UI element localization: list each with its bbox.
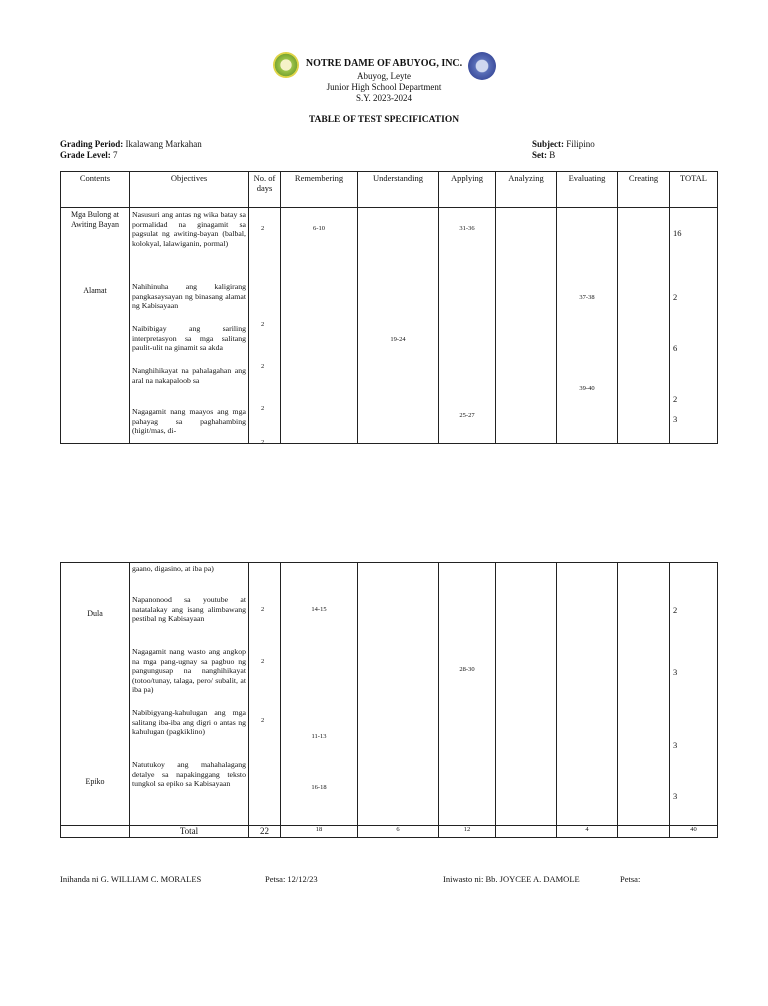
table-row	[61, 208, 718, 444]
total-row	[61, 826, 718, 838]
table-row	[61, 563, 718, 826]
subject-label: Subject:	[532, 139, 564, 149]
grading-period-value: Ikalawang Markahan	[125, 139, 202, 149]
objective-5-cont: gaano, digasino, at iba pa)	[132, 564, 214, 573]
total-grand: 40	[670, 826, 718, 838]
checked-date: Petsa:	[620, 874, 641, 884]
header-understanding: Understanding	[358, 172, 439, 208]
total-days: 22	[249, 826, 281, 838]
subject	[532, 139, 595, 149]
remembering-1: 6-10	[313, 225, 325, 232]
applying-3: 28-30	[459, 666, 475, 673]
prepared-date: Petsa: 12/12/23	[265, 874, 318, 884]
header-days: No. of days	[249, 172, 281, 208]
total-1: 16	[673, 228, 682, 238]
header-remembering: Remembering	[281, 172, 358, 208]
total-5: 3	[673, 414, 678, 424]
days-5: 2	[261, 439, 265, 446]
days-7: 2	[261, 658, 265, 665]
days-1: 2	[261, 225, 265, 232]
header-applying: Applying	[439, 172, 496, 208]
days-8: 2	[261, 717, 265, 724]
objective-6: Napanonood sa youtube at natatalakay ang isang alimbawang pestibal ng Kabisayaan	[132, 595, 246, 623]
days-3: 2	[261, 363, 265, 370]
applying-1: 31-36	[459, 225, 475, 232]
header-analyzing: Analyzing	[496, 172, 557, 208]
total-evaluating: 4	[557, 826, 618, 838]
header-objectives: Objectives	[130, 172, 249, 208]
header-creating: Creating	[618, 172, 670, 208]
total-applying: 12	[439, 826, 496, 838]
table-header-row	[61, 172, 718, 208]
total-7: 3	[673, 667, 678, 677]
school-location: Abuyog, Leyte	[357, 71, 411, 81]
header-contents: Contents	[61, 172, 130, 208]
spec-table-part2	[60, 562, 718, 838]
remembering-4: 16-18	[311, 784, 327, 791]
checked-by: Iniwasto ni: Bb. JOYCEE A. DAMOLE	[443, 874, 580, 884]
total-remembering: 18	[281, 826, 358, 838]
total-6: 2	[673, 605, 678, 615]
spec-table-part1	[60, 171, 718, 444]
objective-8: Nabibigyang-kahulugan ang mga salitang iba-iba ang digri o antas ng kahulugan (pagkiklino)	[132, 708, 246, 736]
evaluating-1: 37-38	[579, 294, 595, 301]
grading-period	[60, 139, 202, 149]
set	[532, 150, 555, 160]
document-title: TABLE OF TEST SPECIFICATION	[308, 115, 460, 125]
header-total: TOTAL	[670, 172, 718, 208]
department: Junior High School Department	[326, 82, 442, 92]
understanding-1: 19-24	[390, 336, 406, 343]
content-dula: Dula	[87, 609, 103, 618]
total-understanding: 6	[358, 826, 439, 838]
objective-4: Nanghihikayat na pahalagahan ang aral na nakapaloob sa	[132, 366, 246, 385]
objective-5: Nagagamit nang maayos ang mga pahayag sa paghahambing (higit/mas, di-	[132, 407, 246, 435]
objective-2: Nahihinuha ang kaligirang pangkasaysayan ng binasang alamat ng Kabisayaan	[132, 282, 246, 310]
applying-2: 25-27	[459, 412, 475, 419]
days-4: 2	[261, 405, 265, 412]
days-2: 2	[261, 321, 265, 328]
total-4: 2	[673, 394, 678, 404]
grade-level-label: Grade Level:	[60, 150, 111, 160]
evaluating-2: 39-40	[579, 385, 595, 392]
total-label: Total	[130, 826, 249, 838]
total-2: 2	[673, 292, 678, 302]
objective-3: Naibibigay ang sariling interpretasyon sa mga salitang paulit-ulit na ginamit sa akda	[132, 324, 246, 352]
total-3: 6	[673, 343, 678, 353]
subject-value: Filipino	[566, 139, 595, 149]
days-6: 2	[261, 606, 265, 613]
grade-level	[60, 150, 118, 160]
prepared-by: Inihanda ni G. WILLIAM C. MORALES	[60, 874, 202, 884]
content-epiko: Epiko	[85, 777, 105, 786]
school-name: NOTRE DAME OF ABUYOG, INC.	[305, 58, 463, 69]
set-label: Set:	[532, 150, 547, 160]
remembering-2: 14-15	[311, 606, 327, 613]
remembering-3: 11-13	[311, 733, 327, 740]
grading-period-label: Grading Period:	[60, 139, 124, 149]
header-evaluating: Evaluating	[557, 172, 618, 208]
total-9: 3	[673, 791, 678, 801]
grade-level-value: 7	[113, 150, 118, 160]
objective-7: Nagagamit nang wasto ang angkop na mga pang-ugnay sa pagbuo ng pangungusap na nanghihikayat (totoo/tunay, talaga, pero/ subalit, at iba pa)	[132, 647, 246, 694]
objective-9: Natutukoy ang mahahalagang detalye sa napakinggang teksto tungkol sa epiko sa Kabisayaan	[132, 760, 246, 788]
objective-1: Nasusuri ang antas ng wika batay sa pormalidad na ginagamit sa pagsulat ng awiting-bayan (balbal, kolokyal, lalawiganin, pormal)	[132, 210, 246, 248]
total-8: 3	[673, 740, 678, 750]
set-value: B	[549, 150, 556, 160]
school-year: S.Y. 2023-2024	[355, 93, 413, 103]
content-alamat: Alamat	[83, 286, 107, 295]
content-bulong: Mga Bulong at Awiting Bayan	[71, 210, 119, 229]
